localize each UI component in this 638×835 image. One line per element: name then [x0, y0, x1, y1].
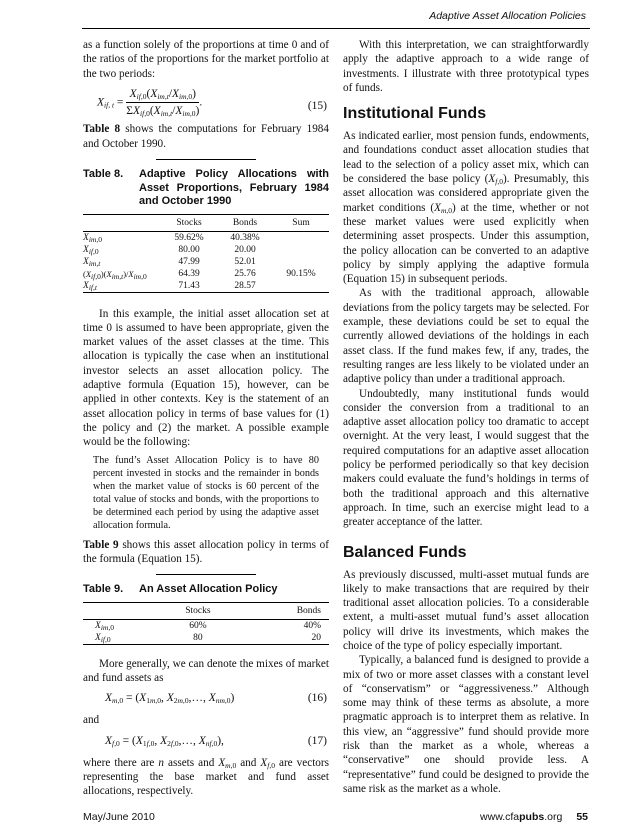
paragraph: As with the traditional approach, allowable deviations from the policy targets may be selected. For example, these deviations could be set to equal the currently allowed deviations of the holdings in each asset class. If the fund makes few, if any, trades, the resulting ranges are less likely to be violated under an adaptive policy than under a traditional approach. — [343, 287, 589, 386]
equation-number: (16) — [307, 692, 327, 705]
paragraph: Typically, a balanced fund is designed to provide a mix of two or more asset classes with a constant level of “conservatism” or “aggressiveness.” Although some may think of these terms as absolute, a more pragmatic approach is to interpret them as relative. In this view, an “aggressive” fund should provide more risk than the market as a whole, whereas a “conservative” one should provide less. A “representative” fund could be designed to provide the same risk as the market as a whole. — [343, 654, 589, 795]
equation-number: (15) — [307, 99, 327, 112]
paragraph: Table 8 shows the computations for February 1984 and October 1990. — [83, 123, 329, 150]
block-quote: The fund’s Asset Allocation Policy is to have 80 percent invested in stocks and the remainder in bonds when the market value of stocks is 60 percent of the total value of stocks and bonds, with the proportions to be determined each period by using the adaptive asset allocation formula. — [93, 454, 319, 531]
table-9: Stocks Bonds $X_{im,0}$ 60% 40% $X_{if,0}$ 80 20 — [83, 602, 329, 645]
equation-number: (17) — [307, 734, 327, 747]
running-title: Adaptive Asset Allocation Policies — [429, 10, 586, 22]
table-row: $X_{if,0}$ 80.00 20.00 — [83, 244, 256, 256]
table-row: $X_{if,0}$ 80 20 — [83, 632, 329, 645]
equation-17: $X_{f,0} = (X_{1f,0}$, $X_{2f,0},\dots$, $X_{nf,0}$), (17) — [105, 734, 327, 748]
paragraph: and — [83, 714, 100, 727]
paragraph: Table 9 shows this asset allocation policy in terms of the formula (Equation 15). — [83, 538, 330, 565]
page-number: 55 — [576, 811, 588, 823]
equation-16: $X_{m,0} = (X_{1m,0}$, $X_{2m,0},\dots$, $X_{nm,0}$) (16) — [105, 692, 327, 706]
issue-date: May/June 2010 — [83, 811, 155, 823]
table-row: $X_{im,t}$ 47.99 52.01 — [83, 256, 256, 268]
paragraph: where there are n assets and $X_{m,0}$ and $X_{f,0}$ are vectors representing the base market and fund asset allocations, respectively. — [83, 756, 329, 798]
table-8: Stocks Bonds Sum $X_{im,0}$ 59.62% 40.38% $X_{if,0}$ 80.00 20.00 $X_{im,t}$ 47.99 52.01 $(X_{if,0})(X_{im,t})/X_{im,0}$ 64.39 25.76 90.15% $X_{if,t}$ 71.43 28.57 — [83, 214, 329, 293]
heading-balanced-funds: Balanced Funds — [343, 543, 467, 561]
paragraph: More generally, we can denote the mixes of market and fund assets as — [83, 657, 329, 684]
heading-institutional-funds: Institutional Funds — [343, 105, 487, 123]
right-column — [343, 38, 589, 796]
footer-site — [480, 811, 588, 823]
site-link[interactable]: www.cfapubs.org — [480, 811, 563, 823]
table-row: $X_{if,t}$ 71.43 28.57 — [83, 280, 329, 293]
table-8-title: Table 8. Adaptive Policy Allocations with Asset Proportions, February 1984 and October 1990 — [83, 168, 329, 208]
paragraph: As previously discussed, multi-asset mutual funds are likely to make transactions that are required by their traditional asset allocation policies. To a considerable extent, a multi-asset mutual fund’s asset allocation policy will drive its investments, which makes the choice of the type of policy especially important. — [343, 568, 589, 652]
divider — [156, 159, 256, 160]
equation-15: $X_{if, t}$ = $\frac{X_{if,0}(X_{im,t}/X_{im,0})}{\Sigma X_{if,0}(X_{im,t}/X_{im,0})}$ . (15) — [97, 87, 327, 119]
left-column — [83, 38, 329, 798]
paragraph: as a function solely of the proportions at time 0 and of the ratios of the proportions for the market portfolio at the two periods: — [83, 39, 329, 80]
header-rule — [82, 28, 590, 29]
table-row: $X_{im,0}$ 59.62% 40.38% — [83, 232, 260, 244]
table-row: $X_{im,0}$ 60% 40% — [95, 620, 321, 632]
table-row: $(X_{if,0})(X_{im,t})/X_{im,0}$ 64.39 25.76 90.15% — [83, 268, 316, 281]
paragraph: In this example, the initial asset allocation set at time 0 is assumed to have been appropriate, given the market values of the asset classes at the time. This allocation is typically the case when an institutional investor selects an asset allocation policy. The adaptive formula (Equation 15), however, can be applied in other contexts. Key is the statement of an asset allocation policy in terms of base values for (1) the policy and (2) the market. A possible example would be the following: — [83, 307, 329, 449]
table-9-title: Table 9. An Asset Allocation Policy — [83, 583, 278, 596]
paragraph: Undoubtedly, many institutional funds would consider the conversion from a traditional to an adaptive asset allocation policy too dramatic to accept overnight. At the very least, I would suggest that the required computations for an adaptive asset allocation policy be performed periodically so that key decision makers could evaluate the fund’s holdings in terms of both the traditional approach and this alternative approach. In time, such an exercise might lead to a greater acceptance of the latter. — [343, 387, 589, 529]
paragraph: With this interpretation, we can straightforwardly apply the adaptive approach to a wide range of investments. I illustrate with three prototypical types of funds. — [343, 39, 589, 94]
divider — [156, 574, 256, 575]
paragraph: As indicated earlier, most pension funds, endowments, and foundations conduct asset allocation studies that lead to the selection of a policy asset mix, which can be considered the base policy $(X_{f,0})$. Presumably, this asset allocation was considered appropriate given the market conditions $(X_{m,0})$ at the time, whether or not these market values were used explicitly when determining asset prospects. Under this assumption, the policy allocation can be converted to an adaptive policy by simply applying the adaptive formula (Equation 15) in subsequent periods. — [343, 130, 590, 286]
